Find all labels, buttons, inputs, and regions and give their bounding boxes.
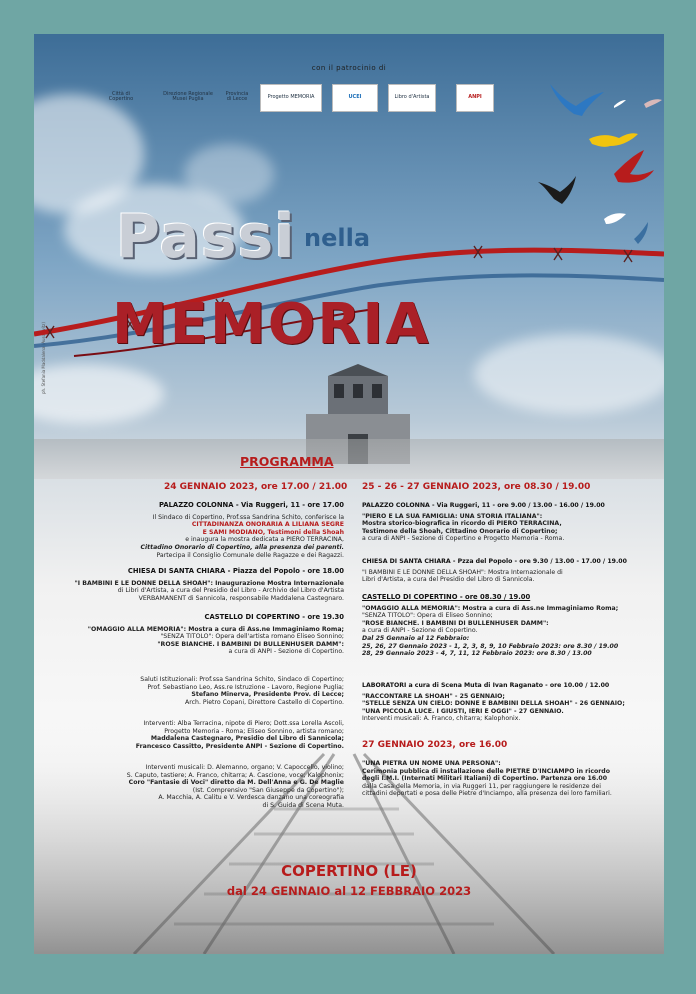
text-line: "STELLE SENZA UN CIELO: DONNE E BAMBINI DELLA SHOAH" - 26 GENNAIO; xyxy=(362,700,625,708)
right-block-1 xyxy=(362,502,662,543)
text-line: 28, 29 Gennaio 2023 - 4, 7, 11, 12 Febbraio 2023: ore 8.30 / 13.00 xyxy=(362,650,592,658)
camp-building xyxy=(34,439,664,479)
logo-progetto-memoria: Progetto MEMORIA xyxy=(260,84,322,112)
text-line: "SENZA TITOLO": Opera dell'artista romano Eliseo Sonnino; xyxy=(160,633,344,641)
title-nella: nella xyxy=(304,224,371,252)
text-line: Coro "Fantasie di Voci" diretto da M. Dell'Anna e G. De Maglie xyxy=(128,779,344,787)
right-venue-3: CASTELLO DI COPERTINO - ore 08.30 / 19.00 xyxy=(362,593,531,601)
footer-city: COPERTINO (LE) xyxy=(281,862,417,880)
text-line: a cura di ANPI - Sezione di Copertino e Progetto Memoria - Roma. xyxy=(362,535,565,543)
text-line: Saluti Istituzionali: Prof.ssa Sandrina Schito, Sindaco di Copertino; xyxy=(140,676,344,683)
poster xyxy=(34,34,664,954)
text-line: Mostra storico-biografica in ricordo di PIERO TERRACINA, xyxy=(362,520,562,528)
left-saluti xyxy=(74,676,344,706)
right-venue-4: LABORATORI a cura di Scena Muta di Ivan Raganato - ore 10.00 / 12.00 xyxy=(362,682,610,689)
text-line: Interventi musicali: A. Franco, chitarra; Kalophonix. xyxy=(362,715,521,723)
text-line: Maddalena Castegnaro, Presidio del Libro di Sannicola; xyxy=(150,735,344,743)
left-musicali xyxy=(74,764,344,810)
text-line: "OMAGGIO ALLA MEMORIA": Mostra a cura di Ass.ne Immaginiamo Roma; xyxy=(87,625,344,633)
text-line: "I BAMBINI E LE DONNE DELLA SHOAH": Inaugurazione Mostra Internazionale xyxy=(74,579,344,587)
text-line: "I BAMBINI E LE DONNE DELLA SHOAH": Mostra Internazionale di xyxy=(362,568,563,576)
text-line: "OMAGGIO ALLA MEMORIA": Mostra a cura di Ass.ne Immaginiamo Roma; xyxy=(362,604,619,612)
program-heading: PROGRAMMA xyxy=(240,454,334,469)
left-venue-1: PALAZZO COLONNA - Via Ruggeri, 11 - ore 17.00 xyxy=(158,501,344,509)
logo-ucei: UCEI xyxy=(332,84,378,112)
left-block-1 xyxy=(74,502,344,559)
right-date2-heading: 27 GENNAIO 2023, ore 16.00 xyxy=(362,740,508,750)
footer-range: dal 24 GENNAIO al 12 FEBBRAIO 2023 xyxy=(226,884,472,898)
logo-libro-artista: Libro d'Artista xyxy=(388,84,436,112)
sponsor-caption: con il patrocinio di xyxy=(311,64,387,72)
text-line: degli I.M.I. (Internati Militari Italiani) di Copertino. Partenza ore 16.00 xyxy=(362,775,608,783)
text-line: "UNA PICCOLA LUCE. I GIUSTI, IERI E OGGI" - 27 GENNAIO. xyxy=(362,707,564,715)
logo-musei-puglia: Direzione Regionale Musei Puglia xyxy=(163,90,213,102)
title-passi: Passi xyxy=(116,202,296,272)
text-line: Cittadino Onorario di Copertino, alla presenza dei parenti. xyxy=(140,543,344,551)
text-line: Libri d'Artista, a cura del Presidio del Libro di Sannicola. xyxy=(362,576,535,584)
text-line: Cerimonia pubblica di installazione delle PIETRE D'INCIAMPO in ricordo xyxy=(362,767,610,775)
text-line: dalla Casa della Memoria, in via Ruggeri 11, per raggiungere le residenze dei xyxy=(362,782,601,790)
text-line: a cura di ANPI - Sezione di Copertino. xyxy=(228,648,344,656)
text-line: "SENZA TITOLO": Opera di Eliseo Sonnino; xyxy=(362,612,493,620)
text-line: "ROSE BIANCHE. I BAMBINI DI BULLENHUSER DAMM": xyxy=(157,640,344,648)
text-line: A. Macchia, A. Calitu e V. Verdesca danzano una coreografia xyxy=(158,794,344,802)
text-line: S. Caputo, tastiere; A. Franco, chitarra; A. Cascione, voce; Kalophonix; xyxy=(126,771,344,779)
text-line: 25, 26, 27 Gennaio 2023 - 1, 2, 3, 8, 9, 10 Febbraio 2023: ore 8.30 / 19.00 xyxy=(362,642,619,650)
right-date-heading: 25 - 26 - 27 GENNAIO 2023, ore 08.30 / 19.00 xyxy=(362,482,591,492)
right-venue-1: PALAZZO COLONNA - Via Ruggeri, 11 - ore 9.00 / 13.00 - 16.00 / 19.00 xyxy=(362,502,605,509)
text-line: "RACCONTARE LA SHOAH" - 25 GENNAIO; xyxy=(362,692,505,700)
left-date-heading: 24 GENNAIO 2023, ore 17.00 / 21.00 xyxy=(164,482,348,492)
left-interventi xyxy=(74,720,344,750)
text-line: Stefano Minerva, Presidente Prov. di Lecce; xyxy=(191,691,344,699)
text-line: e inaugura la mostra dedicata a PIERO TERRACINA, xyxy=(185,536,344,544)
right-block-4 xyxy=(362,682,662,723)
text-line: (Ist. Comprensivo "San Giuseppe da Copertino"); xyxy=(192,786,344,794)
left-block-2 xyxy=(74,568,344,602)
left-venue-2: CHIESA DI SANTA CHIARA - Piazza del Popolo - ore 18.00 xyxy=(127,567,344,575)
left-venue-3: CASTELLO DI COPERTINO - ore 19.30 xyxy=(204,613,344,621)
text-line: Prof. Sebastiano Leo, Ass.re Istruzione - Lavoro, Regione Puglia; xyxy=(147,683,344,691)
text-line: Arch. Pietro Copani, Direttore Castello di Copertino. xyxy=(185,698,344,706)
text-line: Francesco Cassitto, Presidente ANPI - Sezione di Copertino. xyxy=(135,742,344,750)
text-line: Testimone della Shoah, Cittadino Onorario di Copertino; xyxy=(362,527,558,535)
logo-anpi: ANPI xyxy=(456,84,494,112)
text-line: cittadini deportati e posa delle Pietre d'Inciampo, alla presenza dei loro familiari. xyxy=(362,790,612,798)
text-line: di S. Guida di Scena Muta. xyxy=(262,801,344,809)
text-line: "PIERO E LA SUA FAMIGLIA: UNA STORIA ITALIANA": xyxy=(362,512,543,520)
text-line: VERBAMANENT di Sannicola, responsabile Maddalena Castegnaro. xyxy=(138,594,344,602)
text-line: di Libri d'Artista, a cura del Presidio del Libro - Archivio del Libro d'Artista xyxy=(117,587,344,595)
text-line: E SAMI MODIANO, Testimoni della Shoah xyxy=(202,528,344,536)
photo-credit: ph. Stefania Maddalena (Auschwitz) xyxy=(41,322,46,394)
text-line: Il Sindaco di Copertino, Prof.ssa Sandrina Schito, conferisce la xyxy=(152,513,344,521)
text-line: Partecipa il Consiglio Comunale delle Ragazze e dei Ragazzi. xyxy=(156,551,344,559)
text-line: "UNA PIETRA UN NOME UNA PERSONA": xyxy=(362,760,501,767)
right-block-3 xyxy=(362,594,662,658)
right-block-5 xyxy=(362,760,662,798)
left-block-3 xyxy=(74,614,344,656)
logo-copertino: Città di Copertino xyxy=(108,90,134,102)
right-block-2 xyxy=(362,558,662,584)
right-venue-2: CHIESA DI SANTA CHIARA - Pzza del Popolo - ore 9.30 / 13.00 - 17.00 / 19.00 xyxy=(362,558,627,565)
text-line: Dal 25 Gennaio al 12 Febbraio: xyxy=(362,634,470,642)
text-line: "ROSE BIANCHE. I BAMBINI DI BULLENHUSER DAMM": xyxy=(362,619,549,627)
text-line: a cura di ANPI - Sezione di Copertino. xyxy=(362,627,478,635)
text-line: Interventi musicali: D. Alemanno, organo; V. Capoccello, violino; xyxy=(145,764,344,771)
title-memoria: MEMORIA xyxy=(112,292,431,357)
text-line: Interventi: Alba Terracina, nipote di Piero; Dott.ssa Lorella Ascoli, xyxy=(143,720,344,727)
logo-provincia: Provincia di Lecce xyxy=(226,90,248,102)
text-line: Progetto Memoria - Roma; Eliseo Sonnino, artista romano; xyxy=(164,727,344,735)
text-line: CITTADINANZA ONORARIA A LILIANA SEGRE xyxy=(191,521,344,529)
